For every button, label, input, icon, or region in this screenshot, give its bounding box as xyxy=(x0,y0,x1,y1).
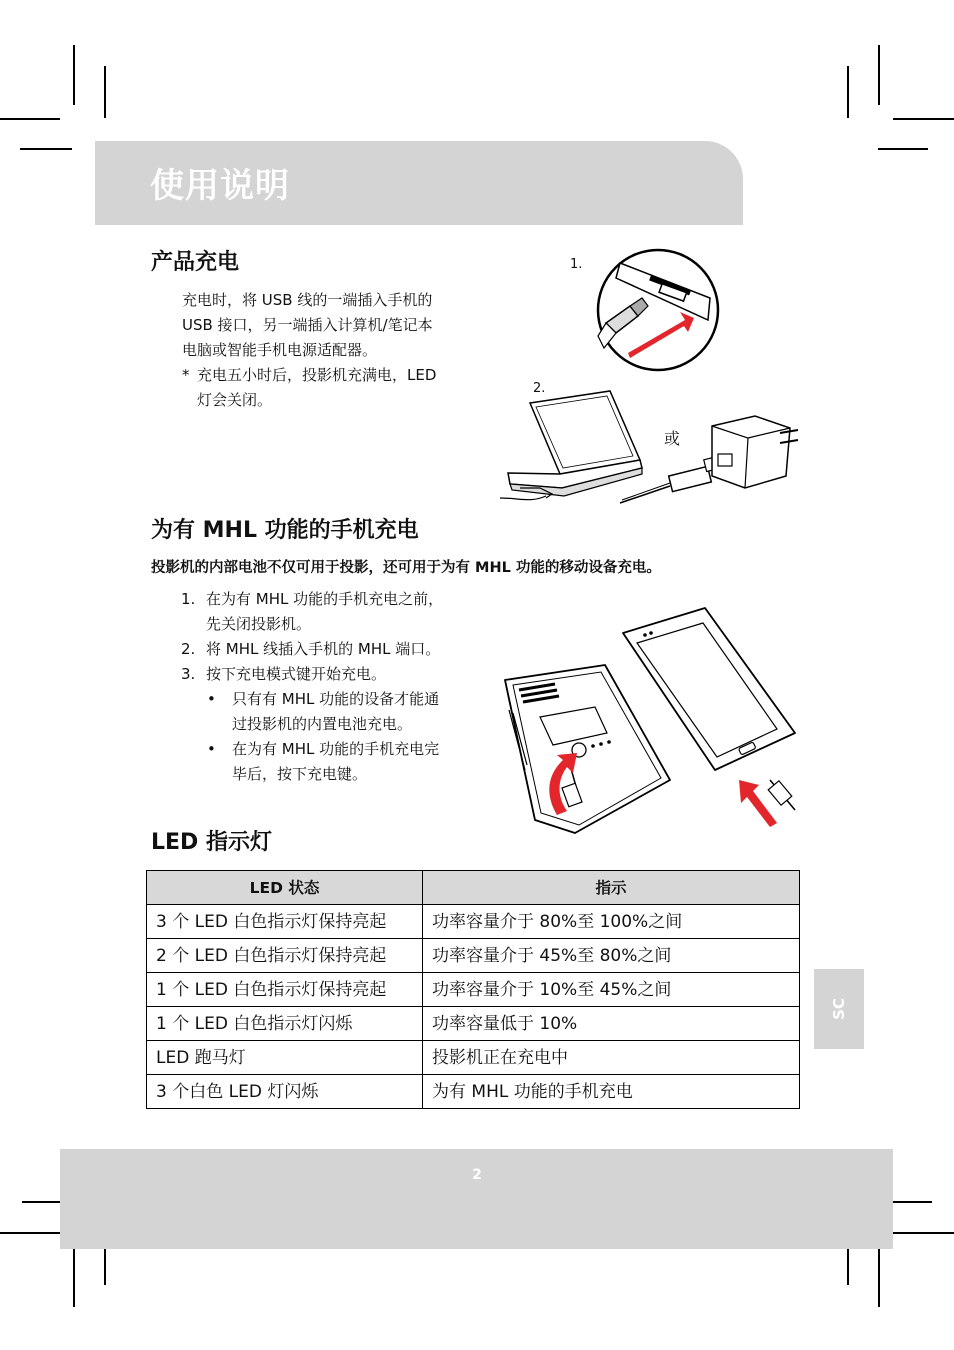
step-line: 先关闭投影机。 xyxy=(206,615,312,633)
step-number: 2. xyxy=(181,640,196,658)
crop-mark xyxy=(878,45,880,105)
list-item xyxy=(181,637,481,662)
list-item xyxy=(181,737,481,787)
crop-mark xyxy=(20,148,72,150)
section-heading-mhl: 为有 MHL 功能的手机充电 xyxy=(151,518,419,543)
bullet-mark: • xyxy=(207,740,216,758)
crop-mark xyxy=(0,1232,60,1234)
led-status-table xyxy=(146,870,800,1109)
crop-mark xyxy=(0,118,60,120)
crop-mark xyxy=(104,66,106,118)
table-row xyxy=(147,1007,800,1041)
figure-label-1: 1. xyxy=(570,257,583,272)
language-tab-label-wrap xyxy=(814,969,864,1049)
table-row xyxy=(147,1075,800,1109)
crop-mark xyxy=(878,148,928,150)
table-cell: 功率容量介于 80%至 100%之间 xyxy=(423,905,800,939)
step-line: 按下充电模式键开始充电。 xyxy=(206,665,387,683)
usb-plug-zoom-illustration xyxy=(590,248,730,378)
bullet-line: 毕后，按下充电键。 xyxy=(232,765,368,783)
table-row xyxy=(147,939,800,973)
step-line: 将 MHL 线插入手机的 MHL 端口。 xyxy=(206,640,441,658)
table-cell: LED 跑马灯 xyxy=(147,1041,423,1075)
table-cell: 功率容量介于 10%至 45%之间 xyxy=(423,973,800,1007)
step-number: 3. xyxy=(181,665,196,683)
table-header-row xyxy=(147,871,800,905)
bullet-line: 过投影机的内置电池充电。 xyxy=(232,715,413,733)
section-heading-charging: 产品充电 xyxy=(151,250,240,275)
table-cell: 2 个 LED 白色指示灯保持亮起 xyxy=(147,939,423,973)
language-tab-label: SC xyxy=(830,998,848,1020)
footer-band xyxy=(60,1149,893,1249)
note-line: 灯会关闭。 xyxy=(197,391,273,409)
page-number: 2 xyxy=(472,1167,482,1183)
column-header-indication: 指示 xyxy=(423,871,800,905)
table-row xyxy=(147,973,800,1007)
figure-or-label: 或 xyxy=(664,429,681,448)
crop-mark xyxy=(893,1232,954,1234)
column-header-led-status: LED 状态 xyxy=(147,871,423,905)
table-row xyxy=(147,905,800,939)
table-cell: 功率容量介于 45%至 80%之间 xyxy=(423,939,800,973)
table-cell: 为有 MHL 功能的手机充电 xyxy=(423,1075,800,1109)
crop-mark xyxy=(878,1245,880,1307)
note-asterisk: * xyxy=(182,366,190,384)
mhl-phone-charging-illustration xyxy=(495,605,810,835)
mhl-steps-list xyxy=(181,587,481,787)
note-line: 充电五小时后，投影机充满电，LED xyxy=(197,366,437,384)
crop-mark xyxy=(847,66,849,118)
table-cell: 3 个白色 LED 灯闪烁 xyxy=(147,1075,423,1109)
crop-mark xyxy=(73,45,75,105)
charging-line: 充电时，将 USB 线的一端插入手机的 xyxy=(182,291,433,309)
section-heading-led: LED 指示灯 xyxy=(151,830,272,855)
crop-mark xyxy=(73,1245,75,1307)
step-line: 在为有 MHL 功能的手机充电之前， xyxy=(206,590,444,608)
laptop-and-adapter-illustration xyxy=(500,388,800,513)
charging-note xyxy=(182,363,482,413)
charging-line: USB 接口，另一端插入计算机/笔记本 xyxy=(182,316,433,334)
table-cell: 1 个 LED 白色指示灯保持亮起 xyxy=(147,973,423,1007)
table-row xyxy=(147,1041,800,1075)
bullet-mark: • xyxy=(207,690,216,708)
list-item xyxy=(181,587,481,637)
bullet-line: 只有有 MHL 功能的设备才能通 xyxy=(232,690,440,708)
mhl-intro: 投影机的内部电池不仅可用于投影，还可用于为有 MHL 功能的移动设备充电。 xyxy=(151,560,661,576)
list-item xyxy=(181,662,481,687)
table-cell: 1 个 LED 白色指示灯闪烁 xyxy=(147,1007,423,1041)
crop-mark xyxy=(893,118,954,120)
step-number: 1. xyxy=(181,590,196,608)
table-cell: 功率容量低于 10% xyxy=(423,1007,800,1041)
charging-instructions xyxy=(182,288,482,413)
list-item xyxy=(181,687,481,737)
bullet-line: 在为有 MHL 功能的手机充电完 xyxy=(232,740,440,758)
charging-line: 电脑或智能手机电源适配器。 xyxy=(182,341,378,359)
table-cell: 3 个 LED 白色指示灯保持亮起 xyxy=(147,905,423,939)
figure-label-2: 2. xyxy=(533,381,546,396)
page-title: 使用说明 xyxy=(150,166,290,206)
table-cell: 投影机正在充电中 xyxy=(423,1041,800,1075)
